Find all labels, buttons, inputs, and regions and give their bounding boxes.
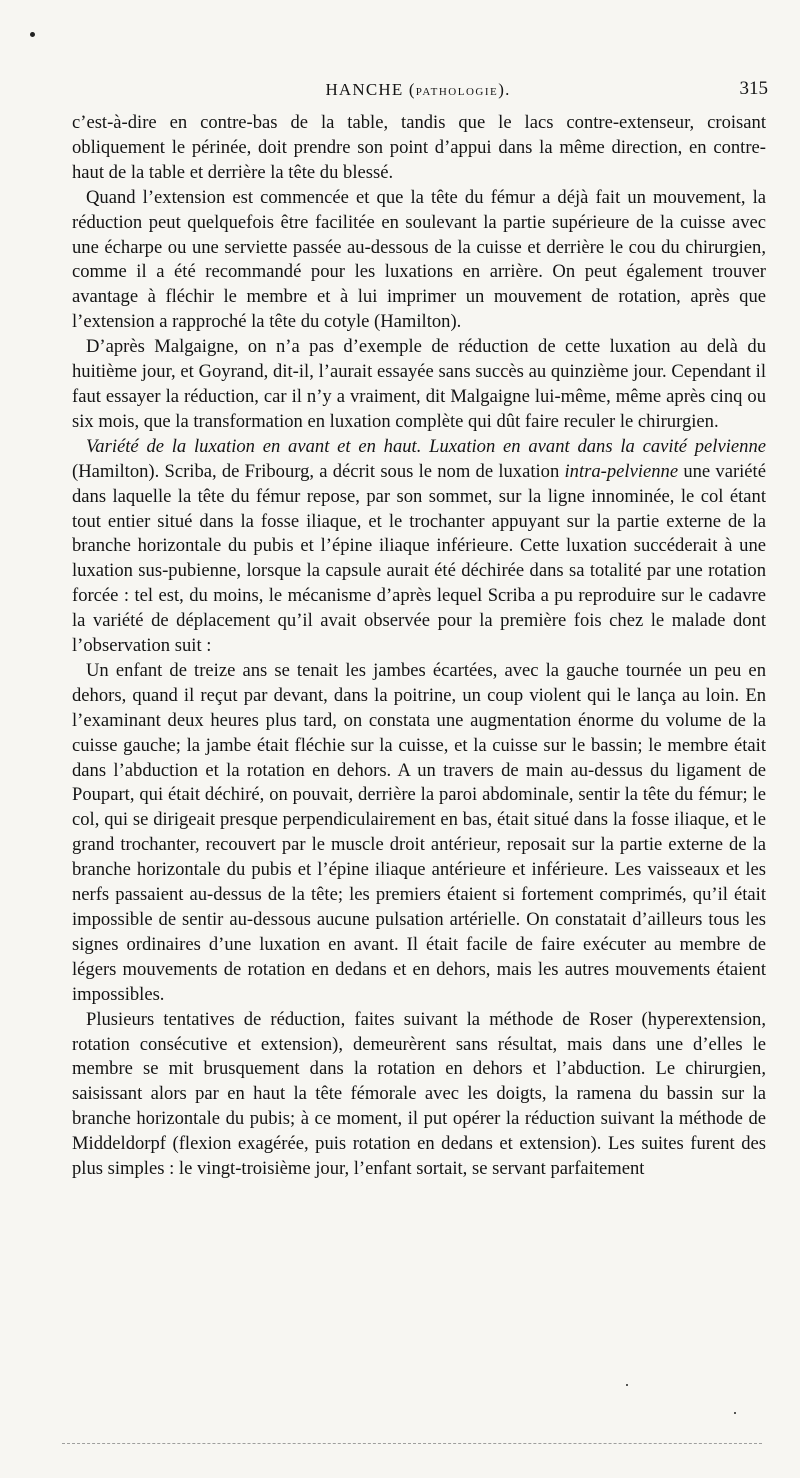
running-title	[68, 80, 768, 100]
footer-rule	[62, 1443, 762, 1444]
paragraph-reduction: Plusieurs tentatives de réduction, faites suivant la méthode de Roser (hyperextension, rotation consécutive et extension), demeurèrent sans résultat, mais dans une d’elles le membre se mit brusquement dans la rotation en dehors et l’abduction. Le chirurgien, saisissant alors par en haut la tête fémorale avec les doigts, la ramena du bassin sur la branche horizontale du pubis; à ce moment, il put opérer la réduction suivant la méthode de Middeldorpf (flexion exagérée, puis rotation en dedans et extension). Les suites furent des plus simples : le vingt-troisième jour, l’enfant sortait, se servant parfaitement	[72, 1008, 766, 1180]
page-speck	[734, 1412, 736, 1414]
page-number: 315	[739, 78, 768, 99]
page-speck	[30, 32, 35, 37]
paragraph-extension: Quand l’extension est commencée et que la tête du fémur a déjà fait un mouvement, la réduction peut quelquefois être facilitée en soulevant la partie supérieure de la cuisse avec une écharpe ou une serviette passée au-dessous de la cuisse et derrière le cou du chirurgien, comme il a été recommandé pour les luxations en arrière. On peut également trouver avantage à fléchir le membre et à lui imprimer un mouvement de rotation, après que l’extension a rapproché la tête du cotyle (Hamilton).	[72, 186, 766, 333]
running-title-section: PATHOLOGIE	[415, 86, 499, 98]
paragraph-variety-text-2: une variété dans laquelle la tête du fémur repose, par son sommet, sur la ligne innominée, le col étant tout entier situé dans la fosse iliaque, et le trochanter appuyant sur la partie externe de la branche horizontale du pubis et l’épine iliaque inférieure. Cette luxation succéderait à une luxation sus-pubienne, lorsque la capsule aurait été déchirée dans sa totalité par une rotation forcée : tel est, du moins, le mécanisme d’après lequel Scriba a pu reproduire sur le cadavre la variété de déplacement qu’il avait observée pour la première fois chez le malade dont l’observation suit :	[72, 460, 766, 657]
page-header	[68, 74, 768, 104]
page-speck	[626, 1384, 628, 1386]
body-text	[72, 111, 766, 1182]
term-intra-pelvienne: intra-pelvienne	[564, 460, 679, 482]
section-heading-italic: Variété de la luxation en avant et en haut. Luxation en avant dans la cavité pelvienne	[86, 435, 766, 457]
paragraph-variety-text-1: (Hamilton). Scriba, de Fribourg, a décrit sous le nom de luxation	[72, 460, 565, 482]
running-title-end: ).	[498, 80, 511, 99]
paragraph-case-report: Un enfant de treize ans se tenait les jambes écartées, avec la gauche tournée un peu en dehors, quand il reçut par devant, dans la poitrine, un coup violent qui le lança au loin. En l’examinant deux heures plus tard, on constata une augmentation énorme du volume de la cuisse gauche; la jambe était fléchie sur la cuisse, et la cuisse sur le bassin; le membre était dans l’abduction et la rotation en dehors. A un travers de main au-dessus du ligament de Poupart, qui était déchiré, on pouvait, derrière la paroi abdominale, sentir la tête du fémur; le col, qui se dirigeait presque perpendiculairement en bas, était situé dans la fosse iliaque, et le grand trochanter, recouvert par le muscle droit antérieur, reposait sur la partie externe de la branche horizontale du pubis et l’épine iliaque antérieure et inférieure. Les vaisseaux et les nerfs passaient au-dessus de la tête; les premiers étaient si fortement comprimés, qu’il était impossible de sentir au-dessous aucune pulsation artérielle. On constatait d’ailleurs tous les signes ordinaires d’une luxation en avant. Il était facile de faire exécuter au membre de légers mouvements de rotation en dedans et en dehors, mais les autres mouvements étaient impossibles.	[72, 659, 766, 1005]
paragraph-variety	[72, 435, 766, 659]
paragraph-malgaigne: D’après Malgaigne, on n’a pas d’exemple de réduction de cette luxation au delà du huitième jour, et Goyrand, dit-il, l’aurait essayée sans succès au quinzième jour. Cependant il faut essayer la réduction, car il n’y a vraiment, dit Malgaigne lui-même, même après cinq ou six mois, que la transformation en luxation complète qui dût faire reculer le chirurgien.	[72, 336, 766, 432]
paragraph-continuation: c’est-à-dire en contre-bas de la table, tandis que le lacs contre-extenseur, croisant obliquement le périnée, doit prendre son point d’appui dans la même direction, en contre-haut de la table et derrière la tête du blessé.	[72, 112, 766, 183]
running-title-main: HANCHE (	[325, 80, 416, 99]
